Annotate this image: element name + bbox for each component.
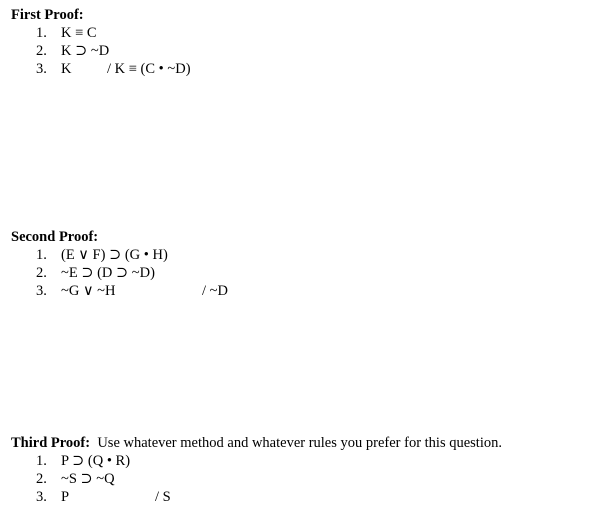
premise-line: [11, 60, 191, 78]
second-proof-section: [11, 228, 228, 300]
third-proof-section: [11, 434, 502, 506]
premise-number: 1.: [36, 25, 47, 41]
premise-line: [11, 282, 228, 300]
premise-expression: ~E ⊃ (D ⊃ ~D): [61, 265, 155, 281]
premise-line: [11, 264, 155, 282]
proof-heading: [11, 228, 98, 246]
premise-number: 2.: [36, 265, 47, 281]
premise-line: [11, 452, 502, 470]
premise-expression: P: [61, 489, 70, 505]
proof-conclusion: / ~D: [202, 283, 228, 299]
proof-conclusion: / S: [155, 489, 171, 505]
premise-number: 1.: [36, 453, 47, 469]
premise-number: 1.: [36, 247, 47, 263]
proof-heading: [11, 6, 84, 24]
premise-line: [11, 24, 97, 42]
premise-number: 3.: [36, 283, 47, 299]
proof-title: Third Proof:: [11, 435, 91, 451]
first-proof-section: [11, 6, 191, 78]
premise-line: [11, 470, 502, 488]
proof-title: Second Proof:: [11, 229, 99, 245]
premise-expression: P ⊃ (Q • R): [61, 453, 131, 469]
premise-expression: ~G ∨ ~H: [61, 283, 116, 299]
premise-expression: ~S ⊃ ~Q: [61, 471, 115, 487]
premise-expression: K ≡ C: [61, 25, 97, 41]
premise-number: 3.: [36, 61, 47, 77]
proof-conclusion: / K ≡ (C • ~D): [107, 61, 191, 77]
premise-line: [11, 42, 110, 60]
premise-number: 2.: [36, 471, 47, 487]
premise-expression: K: [61, 61, 72, 77]
premise-number: 2.: [36, 43, 47, 59]
premise-number: 3.: [36, 489, 47, 505]
proof-instructions: Use whatever method and whatever rules you prefer for this question.: [97, 435, 502, 451]
proof-title: First Proof:: [11, 7, 84, 23]
proof-heading: [11, 434, 502, 452]
premise-line: [11, 246, 168, 264]
premise-expression: (E ∨ F) ⊃ (G • H): [61, 247, 168, 263]
premise-expression: K ⊃ ~D: [61, 43, 110, 59]
premise-line: [11, 488, 502, 506]
